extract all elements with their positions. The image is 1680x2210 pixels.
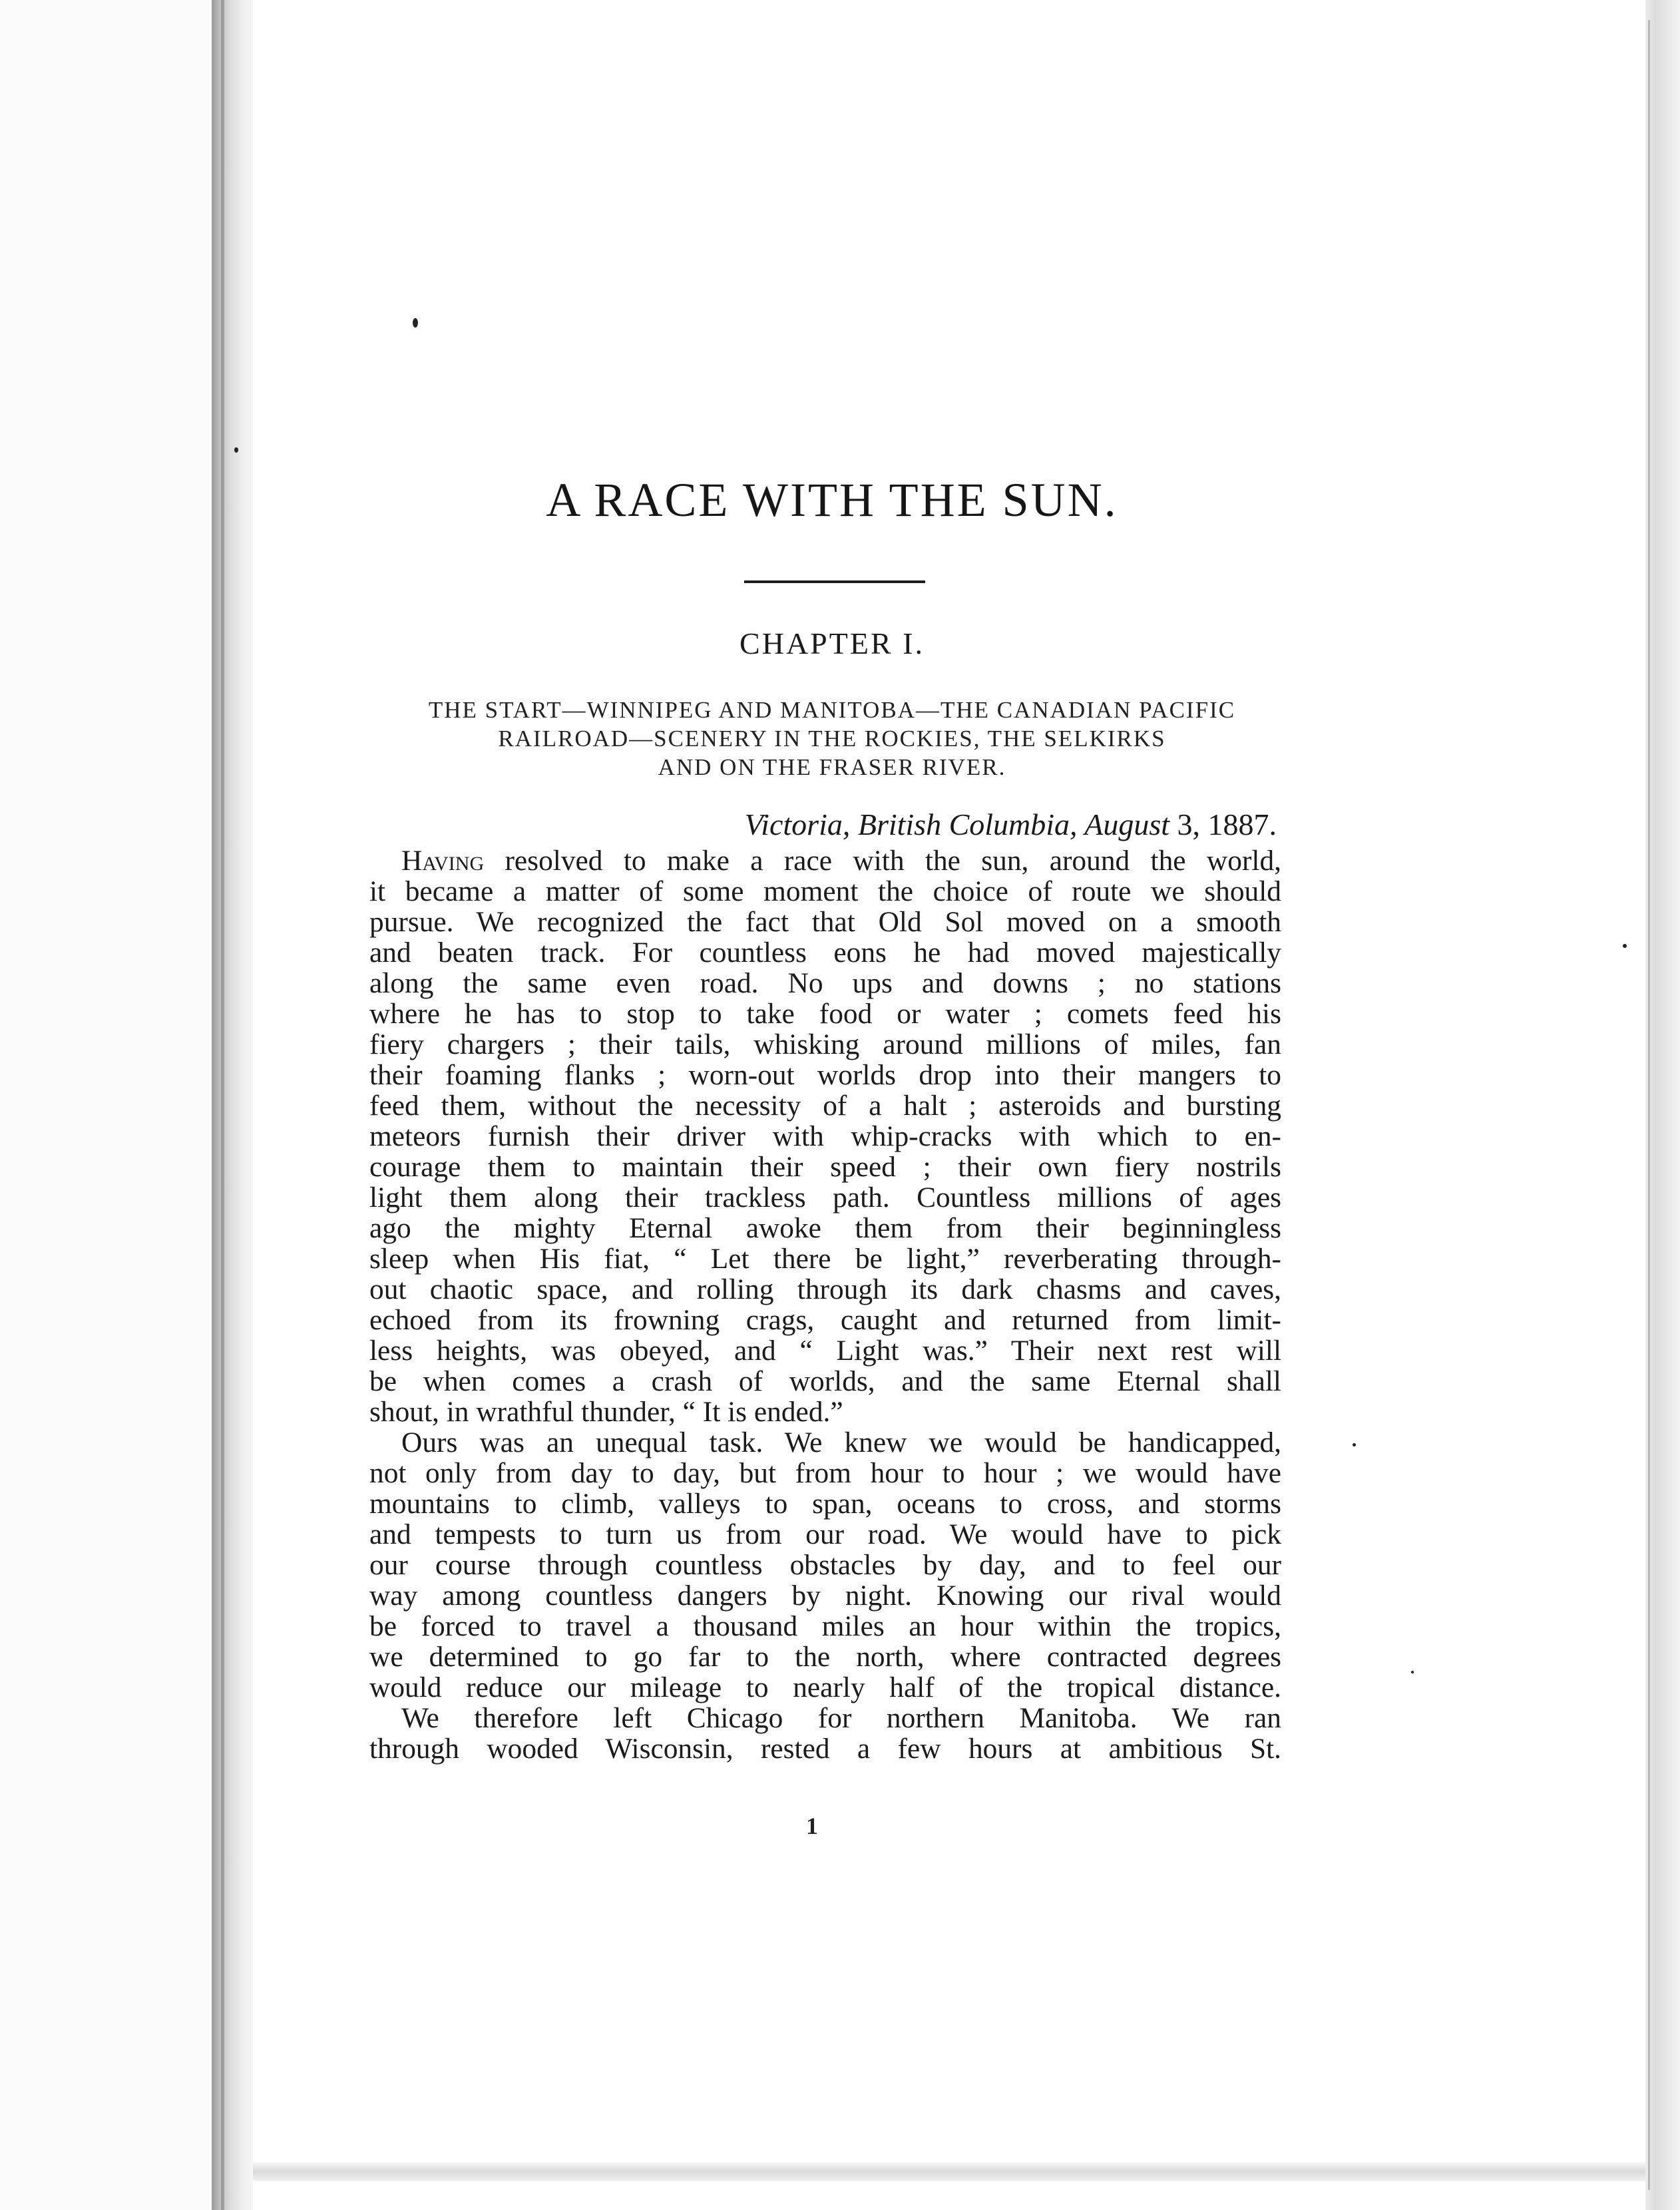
page-bottom-edge <box>253 2162 1645 2181</box>
body-line: less heights, was obeyed, and “ Light was.” Their next rest will <box>369 1335 1281 1367</box>
body-line: out chaotic space, and rolling through its dark chasms and caves, <box>369 1273 1281 1305</box>
body-line: not only from day to day, but from hour to hour ; we would have <box>369 1457 1281 1489</box>
left-blank-leaf <box>0 0 212 2210</box>
body-line: our course through countless obstacles by day, and to feel our <box>369 1549 1281 1581</box>
body-line: Ours was an unequal task. We knew we would be handicapped, <box>401 1427 1281 1458</box>
dropcap-word: Having <box>401 845 485 877</box>
scan-speck <box>1353 1443 1356 1446</box>
scan-speck <box>1411 1671 1414 1673</box>
body-line: would reduce our mileage to nearly half of the tropical distance. <box>369 1671 1281 1703</box>
dateline-date: 3, 1887. <box>1177 807 1277 841</box>
body-line: and beaten track. For countless eons he had moved majestically <box>369 937 1281 969</box>
body-line: sleep when His fiat, “ Let there be light,” reverberating through- <box>369 1243 1281 1275</box>
body-line: light them along their trackless path. Countless millions of ages <box>369 1182 1281 1214</box>
page-right-edge <box>1645 0 1680 2210</box>
body-line: ago the mighty Eternal awoke them from their beginningless <box>369 1212 1281 1244</box>
body-line: Having resolved to make a race with the sun, around the world, <box>401 845 1281 877</box>
body-line: way among countless dangers by night. Knowing our rival would <box>369 1580 1281 1612</box>
chapter-summary <box>373 696 1291 781</box>
gutter-shadow-line <box>221 0 224 2210</box>
body-line: shout, in wrathful thunder, “ It is ended.” <box>369 1396 843 1428</box>
scan-speck <box>234 447 238 453</box>
body-line: pursue. We recognized the fact that Old Sol moved on a smooth <box>369 906 1281 938</box>
chapter-summary-line: AND ON THE FRASER RIVER. <box>658 754 1006 780</box>
body-line: it became a matter of some moment the choice of route we should <box>369 875 1281 907</box>
chapter-summary-line: THE START—WINNIPEG AND MANITOBA—THE CANADIAN PACIFIC <box>428 697 1236 723</box>
body-line: be when comes a crash of worlds, and the same Eternal shall <box>369 1365 1281 1397</box>
body-line: along the same even road. No ups and downs ; no stations <box>369 967 1281 999</box>
body-line: mountains to climb, valleys to span, oceans to cross, and storms <box>369 1488 1281 1520</box>
body-line: feed them, without the necessity of a halt ; asteroids and bursting <box>369 1090 1281 1122</box>
dateline-place: Victoria, British Columbia, August <box>744 807 1169 841</box>
page-right-edge-line <box>1648 20 1650 2190</box>
chapter-summary-line: RAILROAD—SCENERY IN THE ROCKIES, THE SELKIRKS <box>498 726 1166 752</box>
body-line: We therefore left Chicago for northern Manitoba. We ran <box>401 1702 1281 1734</box>
scan-speck <box>413 318 418 328</box>
chapter-heading: CHAPTER I. <box>739 626 925 660</box>
book-title: A RACE WITH THE SUN. <box>546 473 1118 527</box>
body-line: meteors furnish their driver with whip-cracks with which to en- <box>369 1120 1281 1152</box>
body-line: echoed from its frowning crags, caught and returned from limit- <box>369 1304 1281 1336</box>
scan-speck <box>1623 944 1627 948</box>
body-line: through wooded Wisconsin, rested a few hours at ambitious St. <box>369 1733 1281 1765</box>
body-line: and tempests to turn us from our road. We would have to pick <box>369 1518 1281 1550</box>
page-number: 1 <box>806 1813 818 1839</box>
body-line: where he has to stop to take food or water ; comets feed his <box>369 998 1281 1030</box>
body-line: their foaming flanks ; worn-out worlds drop into their mangers to <box>369 1059 1281 1091</box>
body-line: fiery chargers ; their tails, whisking around millions of miles, fan <box>369 1028 1281 1060</box>
book-gutter <box>212 0 253 2210</box>
title-rule <box>744 580 925 583</box>
body-line: we determined to go far to the north, where contracted degrees <box>369 1641 1281 1673</box>
dateline <box>373 807 1277 842</box>
body-line: courage them to maintain their speed ; their own fiery nostrils <box>369 1151 1281 1183</box>
body-line: be forced to travel a thousand miles an hour within the tropics, <box>369 1610 1281 1642</box>
body-text <box>369 845 1281 1764</box>
